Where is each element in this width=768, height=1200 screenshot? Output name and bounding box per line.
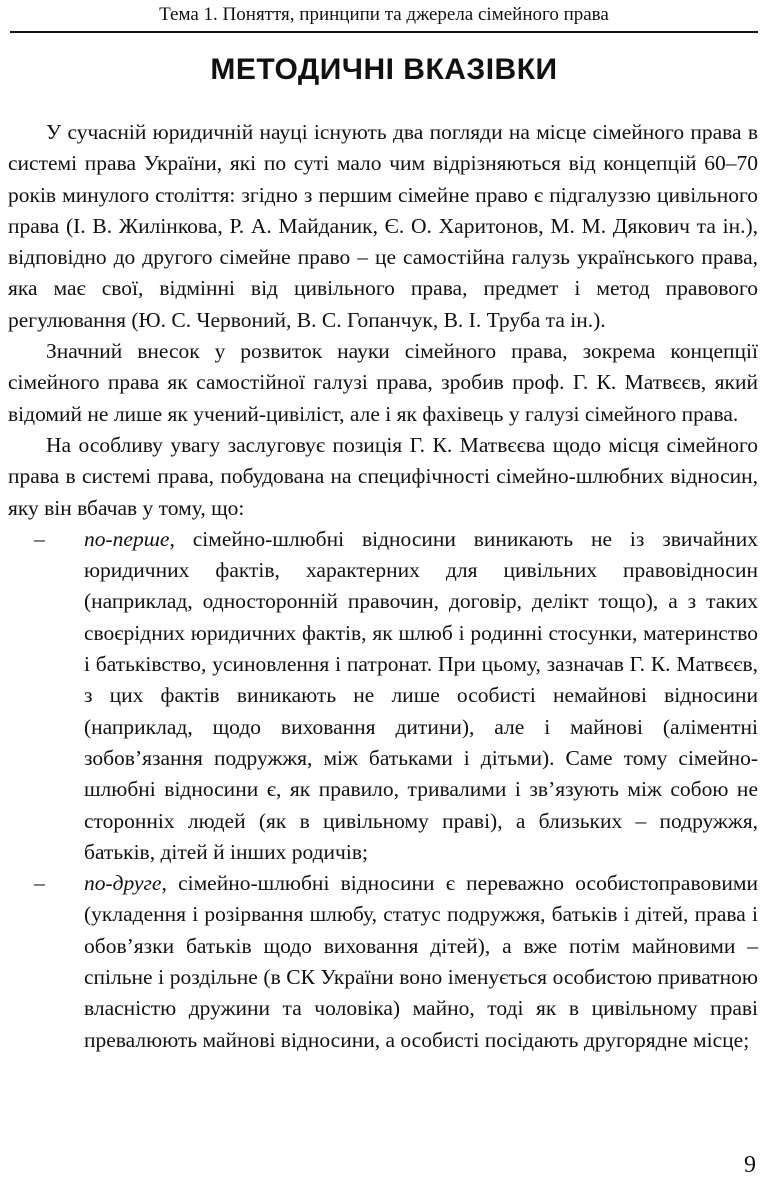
body-text xyxy=(8,117,758,1056)
list-text: , сімейно-шлюбні відносини виникають не із звичайних юридичних фактів, характерних для цивільних правовідносин (наприклад, односторонній правочин, договір, делікт тощо), а з таких своєрідних юридичних фактів, як шлюб і родинні стосунки, материнство і батьківство, усиновлення і патронат. При цьому, зазначав Г. К. Матвєєв, з цих фактів виникають не лише особисті немайнові відносини (наприклад, щодо виховання дитини), але і майнові (аліментні зобов’язання подружжя, між батьками і дітьми). Саме тому сімейно-шлюбні відносини є, як правило, тривалими і зв’язують між собою не сторонніх людей (як в цивільному праві), а близьких – подружжя, батьків, дітей й інших родичів; xyxy=(84,526,758,864)
paragraph: У сучасній юридичній науці існують два погляди на місце сімейного права в системі права України, які по суті мало чим відрізняються від концепцій 60–70 років минулого століття: згідно з першим сімейне право є підгалуззю цивільного права (І. В. Жилінкова, Р. А. Майданик, Є. О. Харитонов, М. М. Дякович та ін.), відповідно до другого сімейне право – це самостійна галузь українського права, яка має свої, відмінні від цивільного права, предмет і метод правового регулювання (Ю. С. Червоний, В. С. Гопанчук, В. І. Труба та ін.). xyxy=(8,120,758,332)
paragraph: На особливу увагу заслуговує позиція Г. К. Матвєєва щодо місця сімейного права в системі права, побудована на специфічності сімейно-шлюбних відносин, яку він вбачав у тому, що: xyxy=(8,432,758,520)
list-lead: по-перше xyxy=(84,526,170,551)
list-lead: по-друге xyxy=(84,871,162,896)
list-dash: – xyxy=(34,871,45,896)
list-dash: – xyxy=(34,526,45,551)
header-rule xyxy=(10,31,758,33)
list-text: , сімейно-шлюбні відносини є переважно особистоправовими (укладення і розірвання шлюбу, статус подружжя, батьків і дітей, права і обов’язки батьків щодо виховання дітей), а вже потім майновими – спільне і роздільне (в СК України воно іменується особистою приватною власністю дружини та чоловіка) майно, тоді як в цивільному праві превалюють майнові відносини, а особисті посідають другорядне місце; xyxy=(84,871,758,1052)
page-number: 9 xyxy=(744,1152,756,1178)
section-title: МЕТОДИЧНІ ВКАЗІВКИ xyxy=(210,53,558,86)
paragraph: Значний внесок у розвиток науки сімейного права, зокрема концепції сімейного права як самостійної галузі права, зробив проф. Г. К. Матвєєв, який відомий не лише як учений-цивіліст, але і як фахівець у галузі сімейного права. xyxy=(8,339,758,426)
list-item xyxy=(8,524,758,868)
running-header: Тема 1. Поняття, принципи та джерела сімейного права xyxy=(159,4,609,25)
list-item xyxy=(8,868,758,1056)
